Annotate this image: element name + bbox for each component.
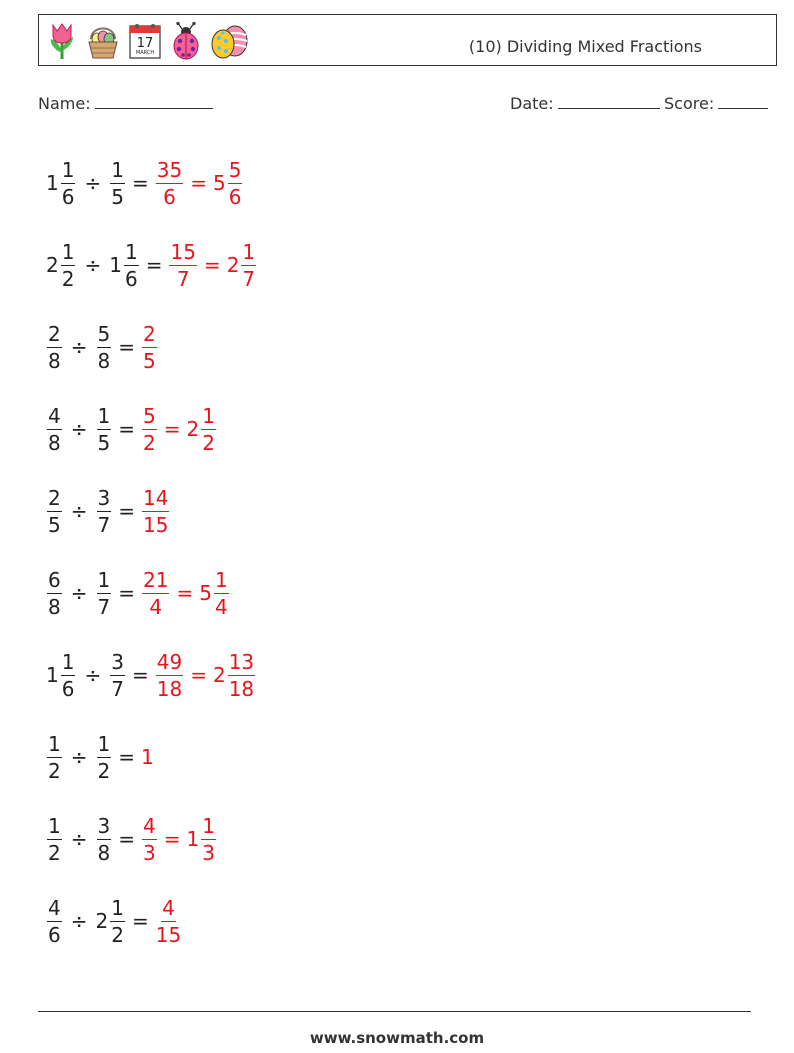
whole-number: 2 [186,417,200,441]
answer-equals-sign: = [190,171,207,195]
dividend [46,733,63,782]
answer-mixed-number [199,569,229,618]
whole-number: 5 [212,171,226,195]
equals-sign: = [118,335,135,359]
problem-row [46,552,257,634]
answer-fraction [142,405,157,454]
denominator: 2 [111,922,124,947]
name-field [38,93,213,113]
whole-number: 2 [95,909,109,933]
divisor [96,323,113,372]
numerator: 1 [97,403,111,428]
tulip-icon [45,21,79,61]
dividend [46,241,76,290]
numerator: 1 [48,731,61,756]
fraction [97,323,112,372]
problem-row [46,634,257,716]
answer-numerator: 4 [143,813,156,838]
whole-number: 1 [46,663,59,687]
calendar-day: 17 [136,36,154,51]
fraction [214,569,229,618]
problem-row [46,142,257,224]
divisor [96,897,126,946]
numerator: 3 [97,485,111,510]
easter-eggs-icon [209,21,251,61]
divisor [96,733,113,782]
answer-mixed-number [213,159,243,208]
denominator: 7 [242,266,256,291]
answer-fraction [156,897,181,946]
divisor [96,487,113,536]
worksheet-title: (10) Dividing Mixed Fractions [468,37,702,56]
problem-row [46,798,257,880]
numerator: 6 [48,567,61,592]
answer-fraction [142,323,157,372]
numerator: 1 [61,649,75,674]
denominator: 6 [61,184,75,209]
answer [155,651,256,700]
answer-equals-sign: = [203,253,221,277]
answer-equals-sign: = [190,663,207,687]
answer-numerator: 4 [162,895,175,920]
divide-sign: ÷ [70,417,88,441]
answer-numerator: 14 [143,485,169,510]
answer [155,159,244,208]
fraction [110,651,125,700]
numerator: 4 [48,895,61,920]
denominator: 8 [48,594,61,619]
date-label: Date: [510,94,554,113]
answer-denominator: 15 [143,512,169,537]
numerator: 5 [97,321,111,346]
denominator: 2 [48,840,61,865]
denominator: 8 [97,348,111,373]
answer-denominator: 2 [143,430,156,455]
denominator: 7 [97,512,111,537]
answer [168,241,257,290]
fraction [47,487,62,536]
answer [141,815,217,864]
fraction [97,487,112,536]
numerator: 4 [48,403,61,428]
numerator: 3 [97,813,111,838]
fraction [97,815,112,864]
fraction [97,405,112,454]
divisor [109,241,139,290]
denominator: 6 [228,184,242,209]
answer-whole: 1 [141,745,154,769]
equals-sign: = [118,827,135,851]
whole-number: 2 [46,253,59,277]
answer-equals-sign: = [163,827,181,851]
numerator: 5 [228,157,242,182]
answer-numerator: 2 [143,321,156,346]
answer-denominator: 3 [143,840,156,865]
date-blank[interactable] [558,93,660,109]
fraction [124,241,139,290]
dividend [46,897,63,946]
answer-numerator: 15 [170,239,196,264]
denominator: 7 [97,594,111,619]
answer-equals-sign: = [176,581,194,605]
divisor [96,405,113,454]
denominator: 4 [214,594,228,619]
divide-sign: ÷ [70,499,88,523]
fraction [61,159,76,208]
divide-sign: ÷ [70,335,88,359]
denominator: 7 [111,676,124,701]
answer-mixed-number [187,405,217,454]
answer-numerator: 35 [156,157,183,182]
numerator: 1 [48,813,61,838]
numerator: 3 [111,649,124,674]
fraction [201,815,216,864]
divide-sign: ÷ [70,581,88,605]
answer-equals-sign: = [163,417,181,441]
divisor [109,651,126,700]
answer-denominator: 18 [156,676,183,701]
fraction [47,405,62,454]
numerator: 1 [61,157,75,182]
problem-row [46,224,257,306]
equals-sign: = [118,499,135,523]
dividend [46,569,63,618]
dividend [46,651,76,700]
denominator: 18 [228,676,255,701]
fraction [61,241,76,290]
score-field [664,93,768,113]
denominator: 6 [61,676,75,701]
answer-denominator: 4 [149,594,163,619]
denominator: 6 [48,922,61,947]
numerator: 2 [48,321,61,346]
equals-sign: = [118,417,135,441]
numerator: 1 [111,895,124,920]
problem-row [46,716,257,798]
answer-fraction [156,159,183,208]
denominator: 5 [97,430,111,455]
fraction [228,159,243,208]
fraction [97,569,112,618]
footer-site: www.snowmath.com [309,1029,485,1047]
fraction [228,651,255,700]
denominator: 8 [97,840,111,865]
fraction [97,733,112,782]
numerator: 1 [124,239,138,264]
numerator: 1 [242,239,256,264]
score-label: Score: [664,94,715,113]
name-label: Name: [38,94,91,113]
whole-number: 1 [109,253,122,277]
dividend [46,323,63,372]
fraction [47,569,62,618]
denominator: 8 [48,348,61,373]
answer-fraction [142,569,169,618]
header-box [38,14,777,66]
dividend [46,487,63,536]
answer [155,897,182,946]
whole-number: 1 [46,171,59,195]
denominator: 2 [48,758,61,783]
divisor [96,815,113,864]
fraction [110,897,125,946]
fraction [47,815,62,864]
answer-denominator: 15 [155,922,182,947]
denominator: 5 [48,512,61,537]
equals-sign: = [131,663,149,687]
numerator: 1 [111,157,124,182]
numerator: 2 [48,485,61,510]
fraction [61,651,76,700]
calendar-month: MARCH [135,50,155,56]
divide-sign: ÷ [70,745,88,769]
denominator: 8 [48,430,61,455]
equals-sign: = [118,745,135,769]
date-field [510,93,660,113]
answer-mixed-number [187,815,217,864]
answer [141,745,154,769]
divisor [109,159,126,208]
answer-fraction [142,815,157,864]
dividend [46,405,63,454]
problem-list [46,142,257,962]
equals-sign: = [118,581,135,605]
denominator: 3 [202,840,215,865]
answer-fraction [142,487,169,536]
problem-row [46,470,257,552]
footer-divider [38,1011,751,1012]
denominator: 2 [97,758,111,783]
answer-numerator: 5 [143,403,156,428]
score-blank[interactable] [718,93,768,109]
numerator: 13 [228,649,255,674]
answer-fraction [156,651,183,700]
whole-number: 5 [199,581,212,605]
problem-row [46,880,257,962]
problem-row [46,388,257,470]
divide-sign: ÷ [70,827,88,851]
divide-sign: ÷ [70,909,88,933]
numerator: 1 [97,567,111,592]
fraction [241,241,256,290]
answer [141,405,217,454]
denominator: 2 [202,430,215,455]
fraction [47,733,62,782]
denominator: 2 [61,266,75,291]
answer [141,487,170,536]
answer-denominator: 7 [176,266,190,291]
whole-number: 1 [186,827,200,851]
fraction [110,159,125,208]
answer-mixed-number [227,241,257,290]
icon-row [45,20,251,62]
answer-denominator: 6 [163,184,176,209]
answer-mixed-number [213,651,256,700]
answer-numerator: 49 [156,649,183,674]
numerator: 1 [214,567,228,592]
dividend [46,815,63,864]
divisor [96,569,113,618]
numerator: 1 [202,813,215,838]
denominator: 5 [111,184,124,209]
answer [141,323,158,372]
fraction [47,323,62,372]
fraction [201,405,216,454]
answer [141,569,230,618]
numerator: 1 [202,403,215,428]
equals-sign: = [131,909,149,933]
whole-number: 2 [226,253,240,277]
ladybug-icon [169,21,203,61]
denominator: 6 [124,266,138,291]
dividend [46,159,76,208]
equals-sign: = [131,171,149,195]
answer-numerator: 21 [143,567,169,592]
numerator: 1 [61,239,75,264]
divide-sign: ÷ [84,253,102,277]
calendar-icon [127,21,163,61]
numerator: 1 [97,731,111,756]
equals-sign: = [145,253,163,277]
divide-sign: ÷ [84,171,102,195]
problem-row [46,306,257,388]
answer-denominator: 5 [143,348,156,373]
divide-sign: ÷ [84,663,102,687]
fraction [47,897,62,946]
whole-number: 2 [212,663,226,687]
name-blank[interactable] [95,93,213,109]
egg-basket-icon [85,21,121,61]
answer-fraction [169,241,196,290]
